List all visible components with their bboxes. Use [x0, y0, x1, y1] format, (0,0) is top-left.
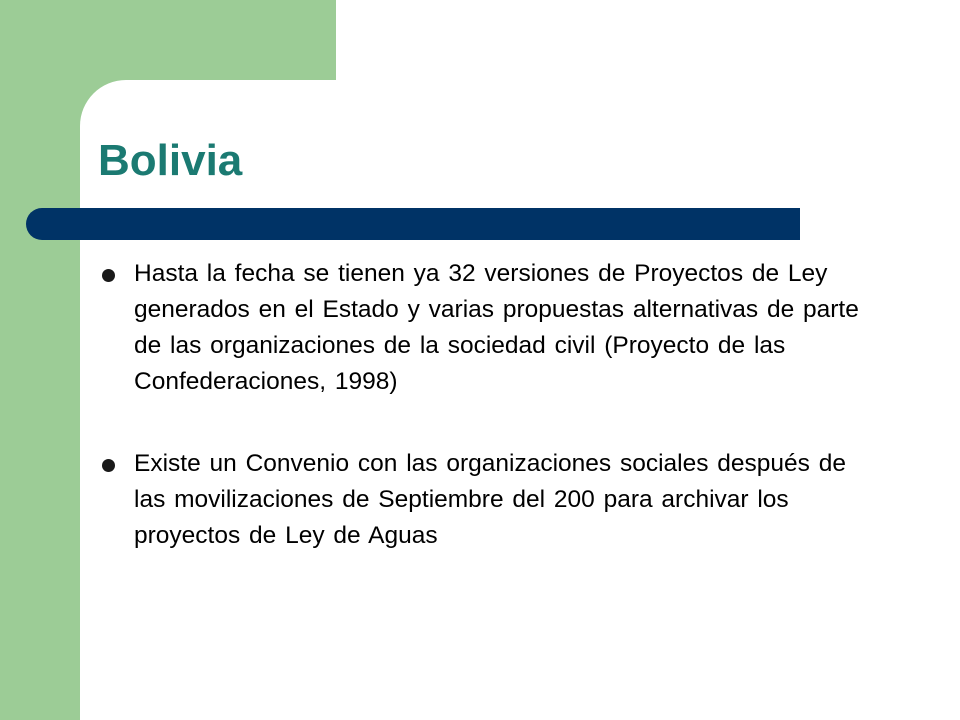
slide-title: Bolivia: [98, 136, 243, 185]
title-underline-bar: [26, 208, 800, 240]
bullet-dot-icon: [102, 459, 115, 472]
bullet-dot-icon: [102, 269, 115, 282]
bullet-list: [100, 256, 880, 600]
bullet-item: [100, 256, 880, 400]
bullet-text: Hasta la fecha se tienen ya 32 versiones de Proyectos de Ley generados en el Estado y varias propuestas alternativas de parte de las organizaciones de la sociedad civil (Proyecto de las Confederaciones, 1998): [134, 260, 859, 395]
bullet-text: Existe un Convenio con las organizaciones sociales después de las movilizaciones de Septiembre del 200 para archivar los proyectos de Ley de Aguas: [134, 450, 846, 549]
bullet-item: [100, 446, 880, 554]
